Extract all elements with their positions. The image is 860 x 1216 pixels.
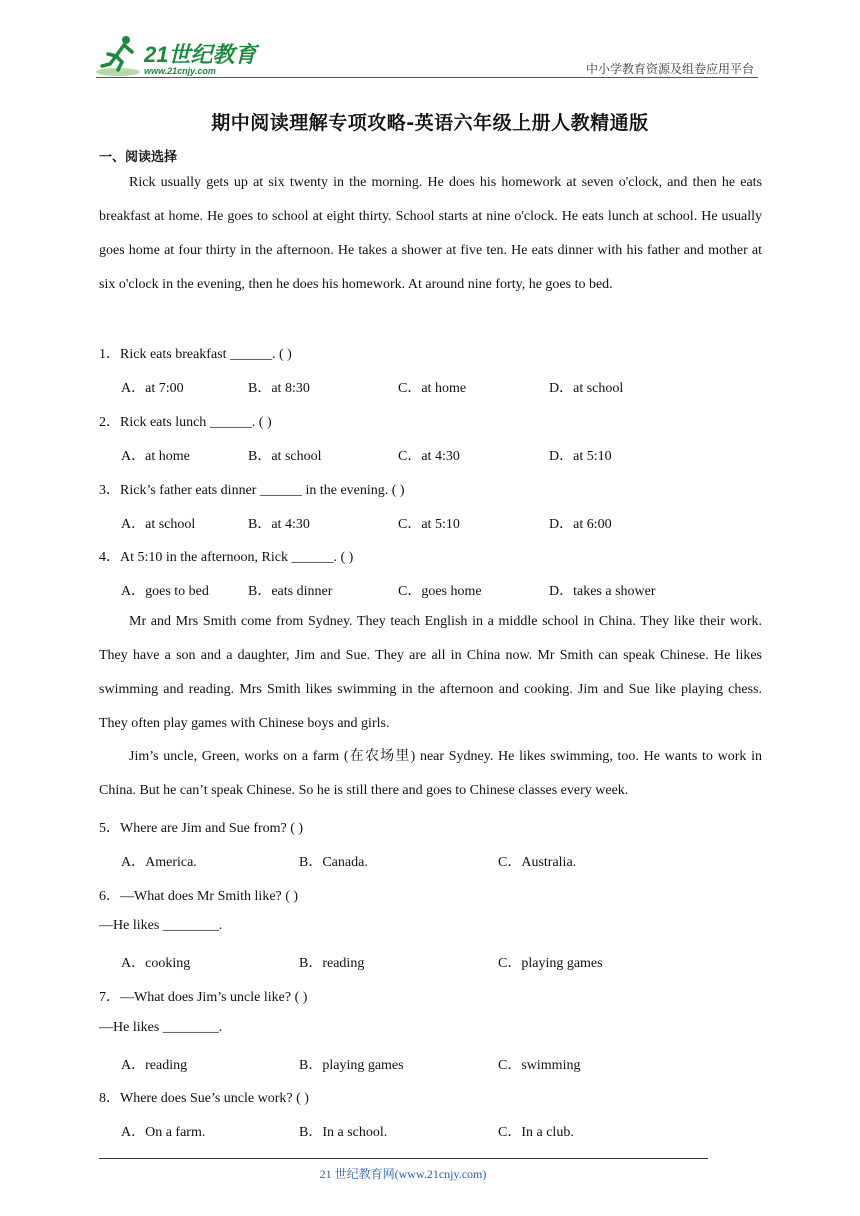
section-heading: 一、阅读选择 — [99, 150, 178, 165]
footer-source[interactable]: 21 世纪教育网(www.21cnjy.com) — [319, 1167, 487, 1181]
reading-passage: Mr and Mrs Smith come from Sydney. They teach English in a middle school in China. They like their work. They have a son and a daughter, Jim and Sue. They are all in China now. Mr Smith can speak Chinese. He likes swimming and reading. Mrs Smith likes swimming in the afternoon and cooking. Jim and Sue like playing chess. They often play games with Chinese boys and girls. — [99, 614, 762, 731]
answer-option[interactable]: A．at 7:00 — [121, 381, 184, 396]
answer-option[interactable]: B．at 4:30 — [248, 517, 310, 532]
footer-divider — [99, 1158, 708, 1159]
question-stem: 4．At 5:10 in the afternoon, Rick ______. ( ) — [99, 550, 354, 565]
answer-option[interactable]: A．at home — [121, 449, 190, 464]
question-stem: 6．—What does Mr Smith like? ( ) — [99, 889, 299, 904]
page-header — [96, 28, 758, 80]
answer-option[interactable]: C．playing games — [498, 956, 603, 971]
answer-option[interactable]: C．at 5:10 — [398, 517, 460, 532]
question-stem: 3．Rick’s father eats dinner ______ in the evening. ( ) — [99, 483, 405, 498]
question-stem: 2．Rick eats lunch ______. ( ) — [99, 415, 272, 430]
answer-option[interactable]: C．at home — [398, 381, 467, 396]
answer-option[interactable]: B．In a school. — [299, 1125, 388, 1140]
site-logo — [96, 34, 266, 78]
question-stem: 7．—What does Jim’s uncle like? ( ) — [99, 990, 308, 1005]
answer-option[interactable]: C．swimming — [498, 1058, 581, 1073]
question-stem: 8．Where does Sue’s uncle work? ( ) — [99, 1091, 309, 1106]
header-platform-text: 中小学教育资源及组卷应用平台 — [585, 62, 754, 76]
logo-url: www.21cnjy.com — [144, 66, 216, 76]
answer-option[interactable]: D．at 5:10 — [549, 449, 612, 464]
answer-option[interactable]: C．goes home — [398, 584, 482, 599]
answer-line: —He likes ________. — [99, 918, 223, 933]
answer-option[interactable]: B．at school — [248, 449, 322, 464]
answer-option[interactable]: C．Australia. — [498, 855, 577, 870]
answer-option[interactable]: B．reading — [299, 956, 365, 971]
answer-option[interactable]: D．at school — [549, 381, 624, 396]
answer-option[interactable]: A．cooking — [121, 956, 191, 971]
answer-option[interactable]: C．at 4:30 — [398, 449, 460, 464]
answer-option[interactable]: A．reading — [121, 1058, 188, 1073]
runner-logo-icon — [96, 34, 144, 78]
question-stem: 5．Where are Jim and Sue from? ( ) — [99, 821, 304, 836]
answer-option[interactable]: A．America. — [121, 855, 197, 870]
answer-option[interactable]: A．On a farm. — [121, 1125, 206, 1140]
logo-text: 21世纪教育 — [144, 42, 257, 67]
answer-option[interactable]: A．at school — [121, 517, 196, 532]
page-title: 期中阅读理解专项攻略-英语六年级上册人教精通版 — [211, 112, 649, 134]
answer-option[interactable]: B．eats dinner — [248, 584, 333, 599]
answer-option[interactable]: D．takes a shower — [549, 584, 656, 599]
reading-passage: Jim’s uncle, Green, works on a farm (在农场里) near Sydney. He likes swimming, too. He wants to work in China. But he can’t speak Chinese. So he is still there and goes to Chinese classes every week. — [99, 749, 762, 798]
question-stem: 1．Rick eats breakfast ______. ( ) — [99, 347, 292, 362]
answer-option[interactable]: B．at 8:30 — [248, 381, 310, 396]
answer-option[interactable]: B．playing games — [299, 1058, 404, 1073]
answer-option[interactable]: B．Canada. — [299, 855, 368, 870]
answer-option[interactable]: D．at 6:00 — [549, 517, 612, 532]
header-divider — [96, 77, 758, 78]
answer-option[interactable]: A．goes to bed — [121, 584, 209, 599]
answer-line: —He likes ________. — [99, 1020, 223, 1035]
answer-option[interactable]: C．In a club. — [498, 1125, 574, 1140]
reading-passage: Rick usually gets up at six twenty in the morning. He does his homework at seven o'clock, and then he eats breakfast at home. He goes to school at eight thirty. School starts at nine o'clock. He eats lunch at school. He usually goes home at four thirty in the afternoon. He takes a shower at five ten. He eats dinner with his father and mother at six o'clock in the evening, then he does his homework. At around nine forty, he goes to bed. — [99, 175, 762, 292]
